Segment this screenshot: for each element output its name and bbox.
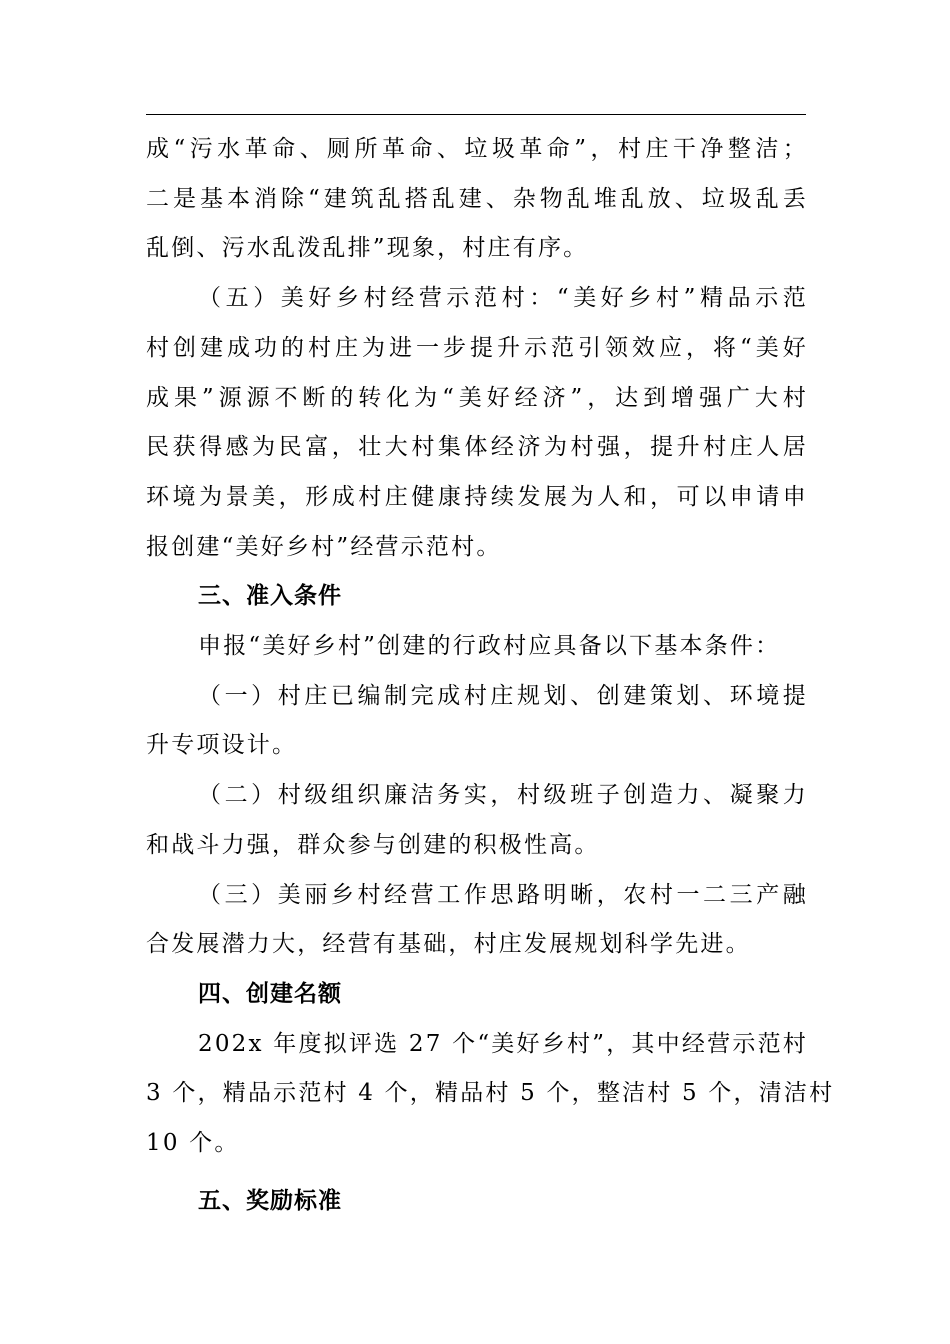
- text-line: 环境为景美，形成村庄健康持续发展为人和，可以申请申: [146, 483, 808, 510]
- text-line: 成“污水革命、厕所革命、垃圾革命”，村庄干净整洁；: [146, 136, 808, 162]
- paragraph-continuation: [146, 125, 808, 274]
- text-line: 升专项设计。: [146, 732, 298, 759]
- paragraph-condition-1: [146, 672, 808, 771]
- document-body: [146, 125, 835, 1226]
- text-line: （一）村庄已编制完成村庄规划、创建策划、环境提: [198, 682, 808, 709]
- text-line: 二是基本消除“建筑乱搭乱建、杂物乱堆乱放、垃圾乱丢: [146, 185, 808, 212]
- paragraph-condition-2: [146, 771, 808, 870]
- text-line: 202x 年度拟评选 27 个“美好乡村”，其中经营示范村: [198, 1030, 808, 1057]
- text-line: （二）村级组织廉洁务实，村级班子创造力、凝聚力: [198, 782, 808, 809]
- text-line: 报创建“美好乡村”经营示范村。: [146, 533, 502, 560]
- text-line: 乱倒、污水乱泼乱排”现象，村庄有序。: [146, 235, 589, 262]
- text-line: 成果”源源不断的转化为“美好经济”，达到增强广大村: [146, 384, 808, 411]
- paragraph-quota: [146, 1020, 835, 1169]
- text-line: 村创建成功的村庄为进一步提升示范引领效应，将“美好: [146, 334, 808, 361]
- text-line: 和战斗力强，群众参与创建的积极性高。: [146, 831, 600, 858]
- spacer: [146, 1169, 808, 1177]
- section-heading-rewards: 五、奖励标准: [198, 1187, 342, 1214]
- paragraph-condition-3: [146, 871, 808, 970]
- paragraph-model-village: [146, 274, 808, 572]
- text-line: （五）美好乡村经营示范村：“美好乡村”精品示范: [198, 285, 808, 312]
- header-rule: [146, 114, 806, 115]
- text-line: 合发展潜力大，经营有基础，村庄发展规划科学先进。: [146, 931, 751, 958]
- section-heading-quota: 四、创建名额: [198, 980, 342, 1007]
- text-line: 10 个。: [146, 1130, 240, 1157]
- text-line: 申报“美好乡村”创建的行政村应具备以下基本条件：: [198, 633, 781, 660]
- section-heading-entry-conditions: 三、准入条件: [198, 583, 342, 610]
- text-line: 民获得感为民富，壮大村集体经济为村强，提升村庄人居: [146, 434, 808, 461]
- paragraph-conditions-intro: [146, 622, 808, 672]
- text-line: 3 个，精品示范村 4 个，精品村 5 个，整洁村 5 个，清洁村: [146, 1080, 835, 1107]
- text-line: （三）美丽乡村经营工作思路明晰，农村一二三产融: [198, 881, 808, 908]
